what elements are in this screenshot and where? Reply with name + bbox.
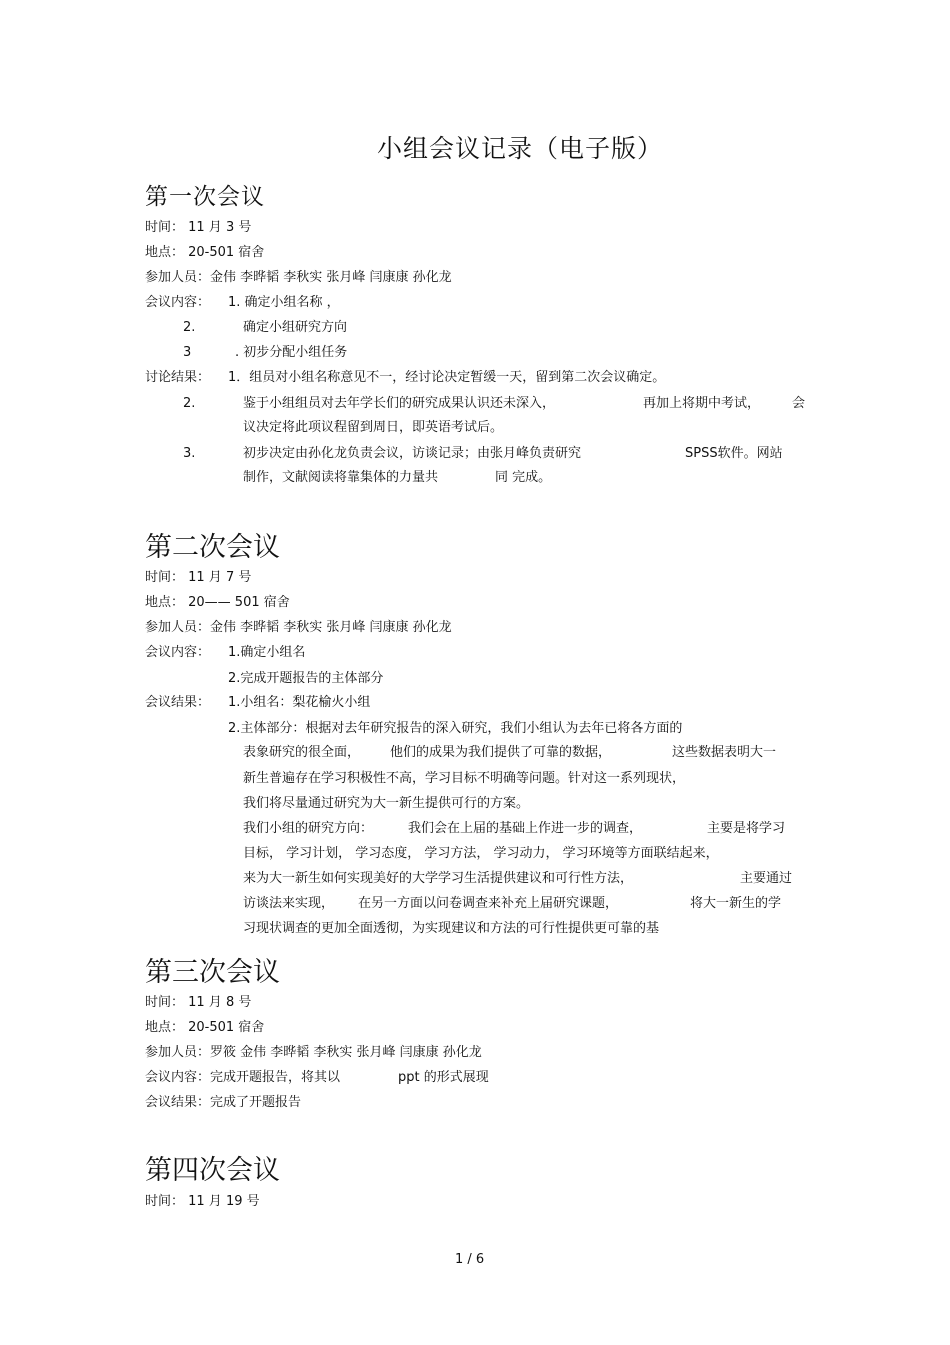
meeting1-result-line: 3. — [183, 446, 196, 461]
meeting2-content-item: 2.完成开题报告的主体部分 — [228, 671, 384, 686]
meeting2-place: 地点： 20—— 501 宿舍 — [145, 595, 290, 610]
meeting2-result-label: 会议结果： — [145, 695, 211, 710]
meeting2-heading: 第二次会议 — [145, 532, 280, 563]
meeting1-result-line: 议决定将此项议程留到周日，即英语考试后。 — [243, 420, 504, 435]
page-number: 1 / 6 — [455, 1252, 485, 1267]
meeting2-content-item: 1.确定小组名 — [228, 645, 306, 660]
meeting2-result-line: 在另一方面以问卷调查来补充上届研究课题， — [358, 896, 619, 911]
meeting1-result-line: 再加上将期中考试， — [643, 396, 761, 411]
meeting2-result-line: 表象研究的很全面， — [243, 745, 361, 760]
meeting3-time: 时间： 11 月 8 号 — [145, 995, 252, 1010]
meeting2-result-line: 访谈法来实现， — [243, 896, 335, 911]
meeting2-result-line: 将大一新生的学 — [690, 896, 782, 911]
meeting3-result: 会议结果：完成了开题报告 — [145, 1095, 302, 1110]
meeting2-result-line: 我们小组的研究方向： — [243, 821, 374, 836]
meeting1-content-item: 2. — [183, 320, 196, 335]
meeting1-time: 时间： 11 月 3 号 — [145, 220, 252, 235]
meeting1-place: 地点： 20-501 宿舍 — [145, 245, 265, 260]
meeting2-result-line: 来为大一新生如何实现美好的大学学习生活提供建议和可行性方法， — [243, 871, 634, 886]
meeting2-result-line: 我们将尽量通过研究为大一新生提供可行的方案。 — [243, 796, 530, 811]
meeting4-time: 时间： 11 月 19 号 — [145, 1194, 260, 1209]
meeting2-result-line: 新生普遍存在学习积极性不高，学习目标不明确等问题。针对这一系列现状， — [243, 771, 686, 786]
meeting3-place: 地点： 20-501 宿舍 — [145, 1020, 265, 1035]
meeting1-heading: 第一次会议 — [145, 184, 265, 210]
meeting2-result-line: 这些数据表明大一 — [672, 745, 777, 760]
meeting3-heading: 第三次会议 — [145, 957, 280, 988]
meeting1-result-line: 1．组员对小组名称意见不一，经讨论决定暂缓一天，留到第二次会议确定。 — [228, 370, 666, 385]
meeting3-attendees: 参加人员：罗筱 金伟 李晔韬 李秋实 张月峰 闫康康 孙化龙 — [145, 1045, 482, 1060]
meeting1-result-line: 初步决定由孙化龙负责会议，访谈记录；由张月峰负责研究 — [243, 446, 582, 461]
meeting4-heading: 第四次会议 — [145, 1155, 280, 1186]
meeting1-result-line: 制作，文献阅读将靠集体的力量共 — [243, 470, 439, 485]
meeting1-result-line: SPSS软件。网站 — [685, 446, 783, 461]
meeting1-result-line: 会 — [792, 396, 806, 411]
meeting2-result-line: 他们的成果为我们提供了可靠的数据， — [390, 745, 612, 760]
meeting1-attendees: 参加人员：金伟 李晔韬 李秋实 张月峰 闫康康 孙化龙 — [145, 270, 452, 285]
meeting2-time: 时间： 11 月 7 号 — [145, 570, 252, 585]
meeting1-result-label: 讨论结果： — [145, 370, 211, 385]
meeting1-content-item: 确定小组研究方向 — [243, 320, 348, 335]
meeting2-result-line: 我们会在上届的基础上作进一步的调查， — [408, 821, 643, 836]
meeting3-content-b: ppt 的形式展现 — [398, 1070, 489, 1085]
meeting3-content: 会议内容：完成开题报告，将其以 — [145, 1070, 341, 1085]
meeting2-result-line: 目标， 学习计划， 学习态度， 学习方法， 学习动力， 学习环境等方面联结起来， — [243, 846, 719, 861]
meeting2-result-line: 主要是将学习 — [707, 821, 786, 836]
meeting2-result-line: 习现状调查的更加全面透彻，为实现建议和方法的可行性提供更可靠的基 — [243, 921, 660, 936]
document-title: 小组会议记录（电子版） — [377, 134, 664, 163]
meeting2-result-line: 2.主体部分：根据对去年研究报告的深入研究，我们小组认为去年已将各方面的 — [228, 721, 683, 736]
meeting2-result-line: 主要通过 — [740, 871, 793, 886]
meeting2-result-line: 1.小组名：梨花榆火小组 — [228, 695, 371, 710]
meeting1-result-line: 同 完成。 — [495, 470, 552, 485]
meeting1-result-line: 鉴于小组组员对去年学长们的研究成果认识还未深入， — [243, 396, 556, 411]
meeting1-content-item: . 初步分配小组任务 — [235, 345, 348, 360]
meeting1-content-label: 会议内容： — [145, 295, 211, 310]
meeting2-attendees: 参加人员：金伟 李晔韬 李秋实 张月峰 闫康康 孙化龙 — [145, 620, 452, 635]
meeting1-content-item: 3 — [183, 345, 192, 360]
meeting2-content-label: 会议内容： — [145, 645, 211, 660]
meeting1-result-line: 2. — [183, 396, 196, 411]
meeting1-content-item: 1. 确定小组名称 ， — [228, 295, 340, 310]
